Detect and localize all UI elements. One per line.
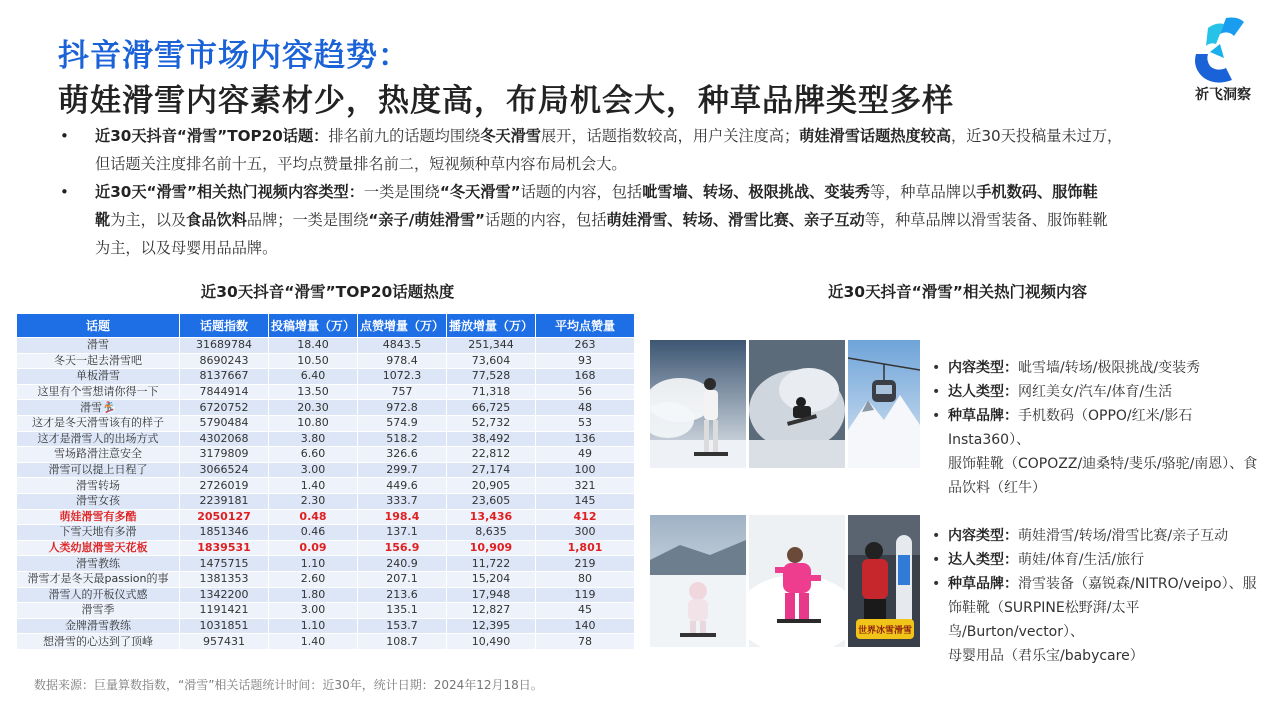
- metric-cell: 219: [536, 556, 635, 572]
- bullet-2-heading: 近30天“滑雪”相关热门视频内容类型：: [95, 183, 364, 201]
- metric-cell: 1.10: [269, 556, 358, 572]
- metric-cell: 10,490: [447, 634, 536, 650]
- topic-cell: 金牌滑雪教练: [17, 618, 180, 634]
- table-row: [17, 415, 635, 431]
- metric-cell: 136: [536, 431, 635, 447]
- metric-cell: 1072.3: [358, 369, 447, 385]
- bullet-2-text: 为主，以及: [110, 211, 187, 229]
- metric-cell: 100: [536, 462, 635, 478]
- metric-cell: 574.9: [358, 415, 447, 431]
- bullet-1-text: ，近30天投稿量未过万，: [951, 127, 1123, 145]
- metric-cell: 15,204: [447, 571, 536, 587]
- topic-cell: 滑雪才是冬天最passion的事: [17, 571, 180, 587]
- bullet-2-emphasis: 呲雪墙、转场、极限挑战、变装秀: [642, 183, 870, 201]
- video-thumb-kid-snowboard[interactable]: [848, 515, 920, 647]
- table-row: [17, 462, 635, 478]
- topic-cell: 滑雪人的开板仪式感: [17, 587, 180, 603]
- metric-cell: 957431: [180, 634, 269, 650]
- metric-cell: 13.50: [269, 384, 358, 400]
- topic-cell: 滑雪: [17, 338, 180, 354]
- metric-cell: 53: [536, 415, 635, 431]
- metric-cell: 27,174: [447, 462, 536, 478]
- metric-cell: 321: [536, 478, 635, 494]
- metric-cell: 93: [536, 353, 635, 369]
- influencer-type-label: 达人类型：: [948, 384, 1018, 400]
- bullet-2-text: 话题的内容，包括: [485, 211, 607, 229]
- data-source-note: 数据来源：巨量算数指数，“滑雪”相关话题统计时间：近30年，统计日期：2024年12月18日。: [34, 678, 543, 692]
- metric-cell: 757: [358, 384, 447, 400]
- metric-cell: 251,344: [447, 338, 536, 354]
- metric-cell: 3.00: [269, 462, 358, 478]
- metric-cell: 135.1: [358, 603, 447, 619]
- bullet-2-text: 等，种草品牌以: [869, 183, 977, 201]
- table-header-cell: 点赞增量（万）: [358, 314, 447, 338]
- content-type-row: • 内容类型：呲雪墙/转场/极限挑战/变装秀: [932, 360, 1201, 376]
- brand-value: 服饰鞋靴（COPOZZ/迪桑特/斐乐/骆驼/南恩）、食: [948, 456, 1258, 472]
- table-row: [17, 525, 635, 541]
- table-row: [17, 493, 635, 509]
- metric-cell: 20,905: [447, 478, 536, 494]
- metric-cell: 156.9: [358, 540, 447, 556]
- metric-cell: 45: [536, 603, 635, 619]
- brand-value: 品饮料（红牛）: [948, 480, 1046, 496]
- metric-cell: 198.4: [358, 509, 447, 525]
- page-title: 抖音滑雪市场内容趋势：: [58, 38, 410, 74]
- bullet-2-emphasis: 手机数码、服饰鞋: [976, 183, 1098, 201]
- metric-cell: 3066524: [180, 462, 269, 478]
- bullet-2-emphasis: 靴: [95, 211, 111, 229]
- metric-cell: 56: [536, 384, 635, 400]
- topic-cell: 滑雪教练: [17, 556, 180, 572]
- metric-cell: 1191421: [180, 603, 269, 619]
- metric-cell: 0.46: [269, 525, 358, 541]
- metric-cell: 412: [536, 509, 635, 525]
- bullet-1-text: 排名前九的话题均围绕: [328, 127, 481, 145]
- metric-cell: 1381353: [180, 571, 269, 587]
- influencer-type-value: 萌娃/体育/生活/旅行: [1018, 552, 1145, 568]
- bullet-2-text: 等，种草品牌以滑雪装备、服饰鞋靴: [864, 211, 1108, 229]
- bullet-2-emphasis: “冬天滑雪”: [439, 183, 521, 201]
- brand-label: 种草品牌：: [948, 576, 1018, 592]
- metric-cell: 6.60: [269, 447, 358, 463]
- topic-cell: 萌娃滑雪有多酷: [17, 509, 180, 525]
- table-row: [17, 338, 635, 354]
- metric-cell: 207.1: [358, 571, 447, 587]
- metric-cell: 8137667: [180, 369, 269, 385]
- metric-cell: 2239181: [180, 493, 269, 509]
- video-thumb-snowboard-jump[interactable]: [749, 340, 845, 468]
- metric-cell: 22,812: [447, 447, 536, 463]
- metric-cell: 11,722: [447, 556, 536, 572]
- table-header-row: [17, 314, 635, 338]
- metric-cell: 73,604: [447, 353, 536, 369]
- brand-value: 手机数码（OPPO/红米/影石Insta360）、: [948, 408, 1193, 448]
- metric-cell: 137.1: [358, 525, 447, 541]
- metric-cell: 77,528: [447, 369, 536, 385]
- brand-value: 母婴用品（君乐宝/babycare）: [948, 648, 1144, 664]
- bullet-1-text: 但话题关注度排名前十五，平均点赞量排名前二，短视频种草内容布局机会大。: [95, 155, 627, 173]
- table-row: [17, 369, 635, 385]
- hot-content-info-2: [930, 524, 1270, 668]
- influencer-type-row: • 达人类型：网红美女/汽车/体育/生活: [932, 384, 1173, 400]
- video-thumb-kid-pink-suit[interactable]: [749, 515, 845, 647]
- metric-cell: 6720752: [180, 400, 269, 416]
- table-row: [17, 540, 635, 556]
- brand-value: 滑雪装备（嘉锐森/NITRO/veipo）、服: [1018, 576, 1257, 592]
- metric-cell: 49: [536, 447, 635, 463]
- metric-cell: 3.00: [269, 603, 358, 619]
- content-type-label: 内容类型：: [948, 528, 1018, 544]
- table-header-cell: 话题: [17, 314, 180, 338]
- table-title: 近30天抖音“滑雪”TOP20话题热度: [200, 283, 455, 301]
- table-row: [17, 447, 635, 463]
- metric-cell: 13,436: [447, 509, 536, 525]
- metric-cell: 3.80: [269, 431, 358, 447]
- bullet-2-emphasis: “亲子/萌娃滑雪”: [368, 211, 486, 229]
- metric-cell: 10.80: [269, 415, 358, 431]
- topic-cell: 滑雪可以提上日程了: [17, 462, 180, 478]
- metric-cell: 8690243: [180, 353, 269, 369]
- brand-row: • 种草品牌：滑雪装备（嘉锐森/NITRO/veipo）、服 饰鞋靴（SURPINE松野湃/太平鸟/Burton/vector）、 母婴用品（君乐宝/babycare）: [932, 576, 1257, 664]
- brand-value: 饰鞋靴（SURPINE松野湃/太平鸟/Burton/vector）、: [948, 600, 1140, 640]
- metric-cell: 1031851: [180, 618, 269, 634]
- metric-cell: 2050127: [180, 509, 269, 525]
- metric-cell: 66,725: [447, 400, 536, 416]
- topic-cell: 滑雪转场: [17, 478, 180, 494]
- metric-cell: 12,827: [447, 603, 536, 619]
- table-row: [17, 353, 635, 369]
- topic-cell: 这才是冬天滑雪该有的样子: [17, 415, 180, 431]
- metric-cell: 6.40: [269, 369, 358, 385]
- metric-cell: 153.7: [358, 618, 447, 634]
- topic-cell: 下雪天地有多滑: [17, 525, 180, 541]
- table-header-cell: 平均点赞量: [536, 314, 635, 338]
- metric-cell: 17,948: [447, 587, 536, 603]
- bullet-2-text: 品牌；一类是围绕: [246, 211, 369, 229]
- metric-cell: 71,318: [447, 384, 536, 400]
- content-type-value: 萌娃滑雪/转场/滑雪比赛/亲子互动: [1018, 528, 1229, 544]
- metric-cell: 213.6: [358, 587, 447, 603]
- metric-cell: 168: [536, 369, 635, 385]
- metric-cell: 52,732: [447, 415, 536, 431]
- brand-label: 种草品牌：: [948, 408, 1018, 424]
- table-row: [17, 384, 635, 400]
- metric-cell: 10,909: [447, 540, 536, 556]
- table-row: [17, 587, 635, 603]
- table-row: [17, 603, 635, 619]
- metric-cell: 1342200: [180, 587, 269, 603]
- metric-cell: 38,492: [447, 431, 536, 447]
- topic-cell: 这里有个雪想请你得一下: [17, 384, 180, 400]
- metric-cell: 10.50: [269, 353, 358, 369]
- metric-cell: 1.10: [269, 618, 358, 634]
- metric-cell: 978.4: [358, 353, 447, 369]
- topic-cell: 单板滑雪: [17, 369, 180, 385]
- bullet-1-emphasis: 冬天滑雪: [480, 127, 541, 145]
- metric-cell: 326.6: [358, 447, 447, 463]
- topic-cell: 滑雪🏂: [17, 400, 180, 416]
- metric-cell: 299.7: [358, 462, 447, 478]
- metric-cell: 0.48: [269, 509, 358, 525]
- table-header-cell: 播放增量（万）: [447, 314, 536, 338]
- content-type-row: • 内容类型：萌娃滑雪/转场/滑雪比赛/亲子互动: [932, 528, 1229, 544]
- metric-cell: 5790484: [180, 415, 269, 431]
- table-row: [17, 618, 635, 634]
- metric-cell: 263: [536, 338, 635, 354]
- table-header-cell: 话题指数: [180, 314, 269, 338]
- table-row: [17, 509, 635, 525]
- video-thumb-cable-car[interactable]: [848, 340, 920, 468]
- metric-cell: 333.7: [358, 493, 447, 509]
- metric-cell: 23,605: [447, 493, 536, 509]
- topic-heat-table: [16, 313, 635, 650]
- metric-cell: 2.60: [269, 571, 358, 587]
- metric-cell: 449.6: [358, 478, 447, 494]
- metric-cell: 8,635: [447, 525, 536, 541]
- influencer-type-label: 达人类型：: [948, 552, 1018, 568]
- summary-bullet-1: [58, 122, 1238, 178]
- bullet-2-text: 为主，以及母婴用品品牌。: [95, 239, 278, 257]
- metric-cell: 1.40: [269, 634, 358, 650]
- metric-cell: 20.30: [269, 400, 358, 416]
- topic-cell: 这才是滑雪人的出场方式: [17, 431, 180, 447]
- table-row: [17, 571, 635, 587]
- topic-cell: 滑雪季: [17, 603, 180, 619]
- bullet-1-heading: 近30天抖音“滑雪”TOP20话题：: [95, 127, 329, 145]
- hot-content-info-1: [930, 356, 1260, 500]
- videos-section-title: 近30天抖音“滑雪”相关热门视频内容: [828, 283, 1087, 301]
- bullet-dot-icon: •: [60, 127, 69, 145]
- metric-cell: 7844914: [180, 384, 269, 400]
- metric-cell: 972.8: [358, 400, 447, 416]
- metric-cell: 2.30: [269, 493, 358, 509]
- content-type-label: 内容类型：: [948, 360, 1018, 376]
- bullet-2-emphasis: 食品饮料: [186, 211, 247, 229]
- topic-cell: 滑雪女孩: [17, 493, 180, 509]
- thumb-caption: 世界冰雪滑雪: [857, 626, 913, 636]
- bullet-1-emphasis: 萌娃滑雪话题热度较高: [799, 127, 952, 145]
- brand-logo-text: 祈飞洞察: [1195, 87, 1251, 103]
- metric-cell: 1839531: [180, 540, 269, 556]
- video-thumb-snow-spray[interactable]: [650, 340, 746, 468]
- table-row: [17, 634, 635, 650]
- influencer-type-value: 网红美女/汽车/体育/生活: [1018, 384, 1173, 400]
- metric-cell: 1.40: [269, 478, 358, 494]
- topic-cell: 人类幼崽滑雪天花板: [17, 540, 180, 556]
- topic-cell: 想滑雪的心达到了顶峰: [17, 634, 180, 650]
- bullet-2-text: 话题的内容，包括: [520, 183, 643, 201]
- summary-bullets: [58, 122, 1238, 262]
- bullet-2-emphasis: 萌娃滑雪、转场、滑雪比赛、亲子互动: [606, 211, 865, 229]
- table-row: [17, 556, 635, 572]
- page-subtitle: 萌娃滑雪内容素材少，热度高，布局机会大，种草品牌类型多样: [58, 83, 954, 119]
- metric-cell: 4302068: [180, 431, 269, 447]
- metric-cell: 3179809: [180, 447, 269, 463]
- metric-cell: 12,395: [447, 618, 536, 634]
- summary-bullet-2: [58, 178, 1238, 262]
- table-header-cell: 投稿增量（万）: [269, 314, 358, 338]
- metric-cell: 1475715: [180, 556, 269, 572]
- metric-cell: 31689784: [180, 338, 269, 354]
- metric-cell: 145: [536, 493, 635, 509]
- metric-cell: 300: [536, 525, 635, 541]
- metric-cell: 4843.5: [358, 338, 447, 354]
- metric-cell: 240.9: [358, 556, 447, 572]
- metric-cell: 78: [536, 634, 635, 650]
- metric-cell: 48: [536, 400, 635, 416]
- video-thumb-kid-skiing[interactable]: [650, 515, 746, 647]
- metric-cell: 140: [536, 618, 635, 634]
- table-row: [17, 431, 635, 447]
- table-body: [17, 338, 635, 650]
- table-row: [17, 400, 635, 416]
- table-row: [17, 478, 635, 494]
- metric-cell: 0.09: [269, 540, 358, 556]
- bullet-1-text: 展开，话题指数较高，用户关注度高；: [540, 127, 800, 145]
- metric-cell: 108.7: [358, 634, 447, 650]
- bullet-2-text: 一类是围绕: [363, 183, 440, 201]
- metric-cell: 1,801: [536, 540, 635, 556]
- content-type-value: 呲雪墙/转场/极限挑战/变装秀: [1018, 360, 1201, 376]
- topic-cell: 雪场路滑注意安全: [17, 447, 180, 463]
- metric-cell: 1.80: [269, 587, 358, 603]
- metric-cell: 518.2: [358, 431, 447, 447]
- metric-cell: 80: [536, 571, 635, 587]
- brand-row: • 种草品牌：手机数码（OPPO/红米/影石Insta360）、 服饰鞋靴（COPOZZ/迪桑特/斐乐/骆驼/南恩）、食 品饮料（红牛）: [932, 408, 1258, 496]
- bullet-dot-icon: •: [60, 183, 69, 201]
- influencer-type-row: • 达人类型：萌娃/体育/生活/旅行: [932, 552, 1145, 568]
- metric-cell: 1851346: [180, 525, 269, 541]
- metric-cell: 119: [536, 587, 635, 603]
- metric-cell: 2726019: [180, 478, 269, 494]
- metric-cell: 18.40: [269, 338, 358, 354]
- topic-cell: 冬天一起去滑雪吧: [17, 353, 180, 369]
